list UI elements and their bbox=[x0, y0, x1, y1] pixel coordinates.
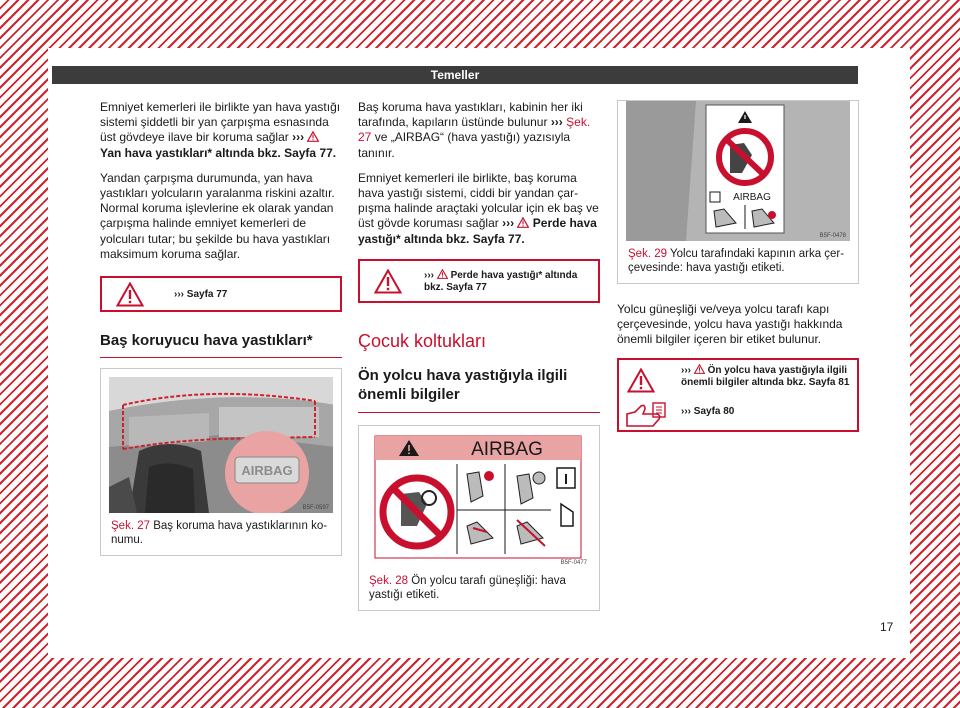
paragraph: Emniyet kemerleri ile birlikte, baş koruma hava yastığı sistemi, ciddi bir yandan çarpışma halinde araçtaki yolcular için ek baş ve üst gövde koruması sağlar ››› Perde hava yastığı* altında bkz. Sayfa 77. bbox=[358, 170, 599, 246]
warning-box bbox=[617, 358, 859, 432]
paragraph: Emniyet kemerleri ile birlikte yan hava yastığı sistemi şiddetli bir yan çarpışma esnasında üst gövdeye ilave bir koruma sağlar ››› Yan hava yastıkları* altında bkz. Sayfa 77. bbox=[100, 100, 341, 160]
paragraph: Baş koruma hava yastıkları, kabinin her iki tarafında, kapıların üstünde bulunur ››› Şek. 27 ve „AIRBAG“ (hava yastığı) yazısıyla tanınır. bbox=[358, 100, 591, 160]
warning-icon bbox=[307, 131, 319, 142]
image-code: B5F-0477 bbox=[560, 559, 587, 566]
warning-triangle-icon bbox=[627, 368, 655, 393]
warning-triangle-icon bbox=[116, 282, 144, 307]
figure-caption: Şek. 28 Ön yolcu tarafı güneşliği: hava yastığı etiketi. bbox=[369, 574, 566, 601]
figure-caption: Şek. 29 Yolcu tarafındaki kapının arka çerçevesinde: hava yastığı etiketi. bbox=[628, 248, 845, 274]
image-code: B5F-0478 bbox=[819, 233, 846, 239]
column-1 bbox=[100, 100, 342, 556]
figure-29 bbox=[617, 100, 859, 284]
column-3 bbox=[617, 100, 859, 432]
figure-27-image bbox=[109, 377, 333, 513]
note-hand-icon bbox=[623, 400, 669, 430]
car-interior-headairbag-image bbox=[109, 377, 333, 513]
cross-ref-link[interactable]: ››› Yan hava yastıkları* altında bkz. Sayfa 77. bbox=[100, 130, 337, 160]
chapter-title: Çocuk koltukları bbox=[358, 330, 487, 351]
warning-box bbox=[358, 259, 600, 303]
figure-28 bbox=[358, 425, 600, 611]
section-heading: Ön yolcu hava yastığıyla ilgili önemli bilgiler bbox=[358, 366, 600, 413]
airbag-sunvisor-label-image bbox=[367, 434, 591, 568]
figure-label: Şek. 27 bbox=[111, 520, 150, 533]
figure-27 bbox=[100, 368, 342, 556]
warning-box bbox=[100, 276, 342, 312]
paragraph: Yandan çarpışma durumunda, yan hava yastıkları yolcuların yaralanma riskini azaltır. Normal koruma işlevlerine ek olarak yandan çarpışma halinde emniyet kemerleri de yolcuları tutar; bu şekilde bu hava yastıkları maksimum koruma sağlar. bbox=[100, 170, 335, 261]
warning-icon bbox=[694, 364, 705, 374]
airbag-label: AIRBAG bbox=[241, 463, 293, 479]
warning-ref[interactable]: ››› Ön yolcu hava yastığıyla ilgili önemli bilgiler altında bkz. Sayfa 81 bbox=[681, 364, 850, 389]
figure-29-image bbox=[626, 101, 850, 241]
cross-ref-link[interactable]: ››› Şek. 27 bbox=[358, 115, 591, 145]
cross-ref-link[interactable]: ››› Perde hava yastığı* altında bkz. Sayfa 77. bbox=[358, 216, 597, 246]
page-number: 17 bbox=[880, 620, 894, 634]
warning-triangle-icon bbox=[374, 269, 402, 294]
image-code: B5F-0597 bbox=[302, 505, 329, 512]
airbag-door-frame-label-image bbox=[626, 101, 850, 241]
paragraph: Yolcu güneşliği ve/veya yolcu tarafı kapı çerçevesinde, yolcu hava yastığı hakkında önemli bilgiler içeren bir etiket bulunur. bbox=[617, 302, 843, 347]
figure-28-image bbox=[367, 434, 591, 568]
note-ref[interactable]: ››› Sayfa 80 bbox=[681, 405, 735, 417]
warning-ref[interactable]: ››› Sayfa 77 bbox=[174, 289, 228, 301]
section-heading: Baş koruyucu hava yastıkları* bbox=[100, 332, 342, 358]
figure-label: Şek. 28 bbox=[369, 574, 408, 587]
warning-icon bbox=[437, 269, 448, 279]
figure-caption: Şek. 27 Baş koruma hava yastıklarının konumu. bbox=[111, 520, 328, 547]
warning-ref[interactable]: ››› Perde hava yastığı* altında bkz. Sayfa 77 bbox=[424, 269, 578, 294]
figure-label: Şek. 29 bbox=[628, 248, 667, 260]
page-header: Temeller bbox=[52, 66, 858, 84]
warning-icon bbox=[517, 217, 529, 228]
airbag-label: AIRBAG bbox=[471, 438, 543, 460]
airbag-label: AIRBAG bbox=[733, 192, 771, 203]
column-2 bbox=[358, 100, 600, 611]
